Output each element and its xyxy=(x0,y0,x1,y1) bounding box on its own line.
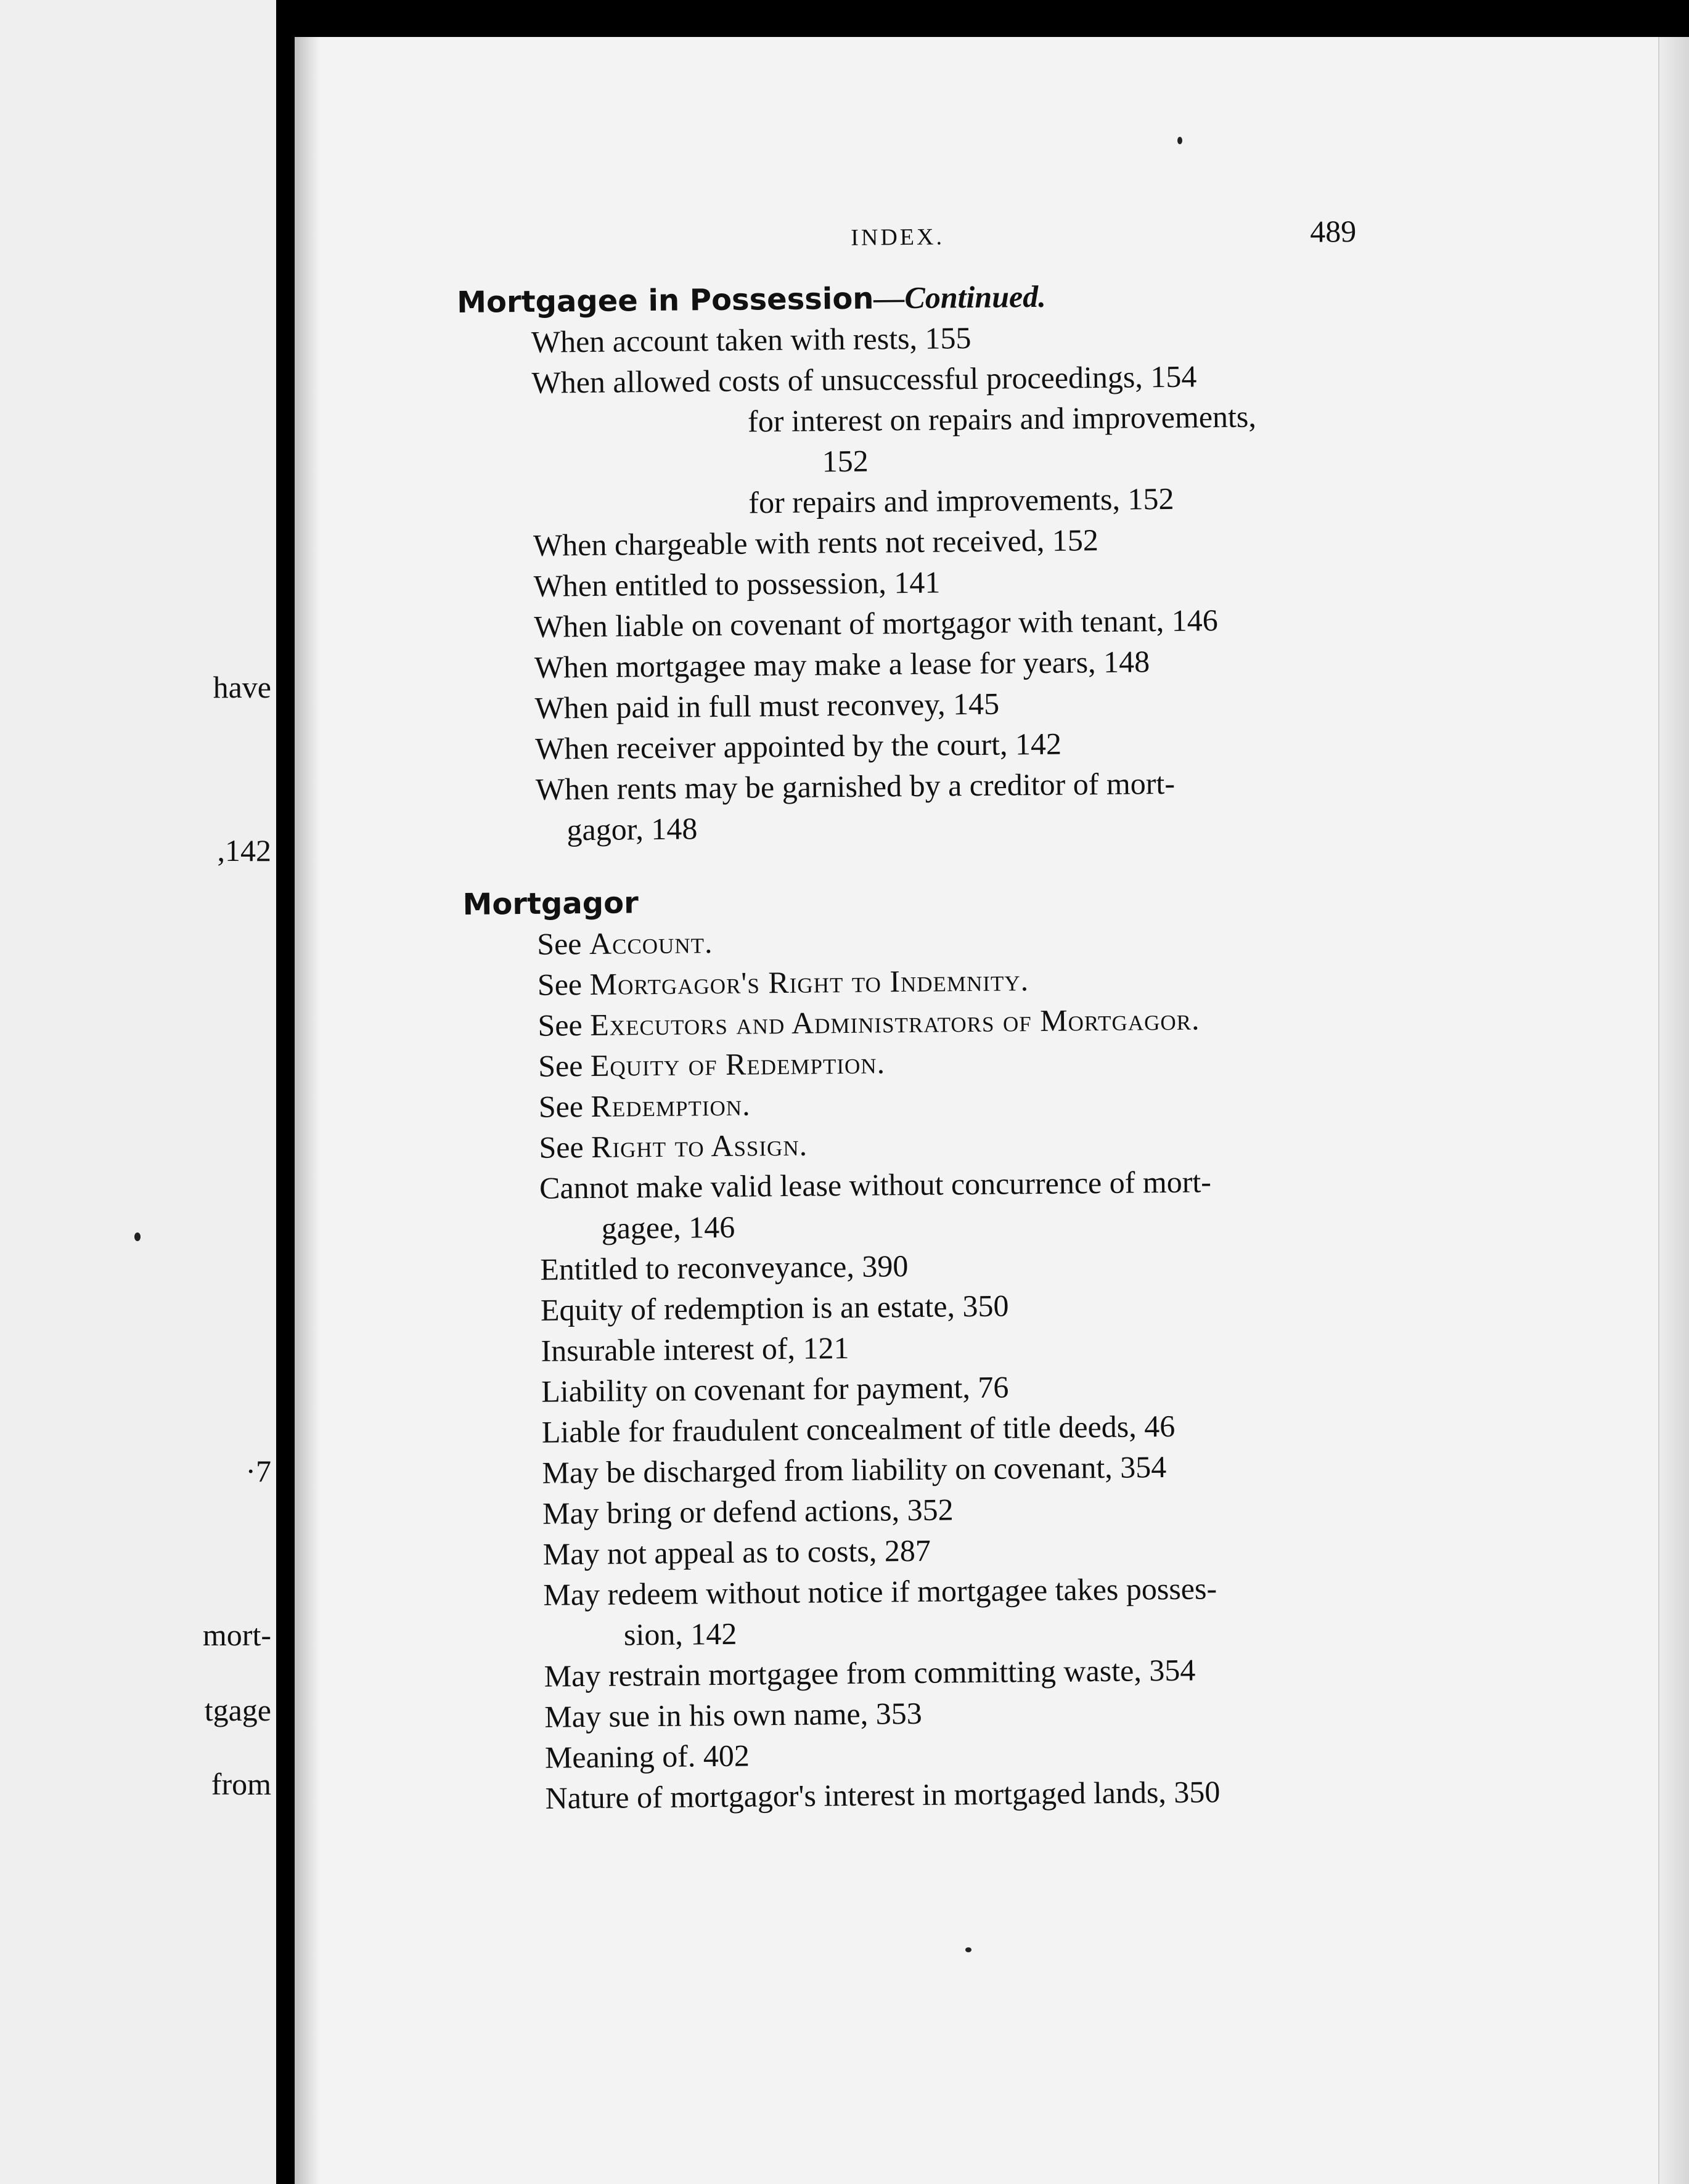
index-entry: May be discharged from liability on covenant, 354 xyxy=(542,1449,1167,1490)
entry-text: for interest on repairs and improvements, xyxy=(747,399,1257,439)
left-fragment: tgage xyxy=(204,1693,271,1727)
index-entry: Nature of mortgagor's interest in mortgaged lands, 350 xyxy=(545,1774,1221,1815)
index-entry: Equity of redemption is an estate, 350 xyxy=(540,1288,1009,1327)
index-entry: May restrain mortgagee from committing waste, 354 xyxy=(544,1652,1196,1693)
index-page-content xyxy=(456,213,1409,1819)
left-page xyxy=(0,0,276,2184)
heading-text: Mortgagor xyxy=(462,886,639,922)
entry-continuation: 152 xyxy=(822,443,869,479)
index-sub-entry: for repairs and improvements, 152 xyxy=(748,481,1174,520)
see-label: See xyxy=(536,926,582,961)
see-target: Redemption. xyxy=(591,1087,751,1123)
page-number: 489 xyxy=(1309,213,1357,249)
see-target: Right to Assign. xyxy=(591,1127,808,1164)
index-entry: May bring or defend actions, 352 xyxy=(542,1492,954,1531)
index-entry: Liable for fraudulent concealment of title deeds, 46 xyxy=(541,1408,1176,1449)
left-fragment: ·7 xyxy=(245,1454,271,1488)
see-label: See xyxy=(538,1008,583,1043)
running-head-title: INDEX. xyxy=(851,224,945,251)
entry-continuation: sion, 142 xyxy=(623,1616,737,1652)
entry-text: When rents may be garnished by a creditor of mort- xyxy=(535,765,1176,807)
running-head xyxy=(456,213,1394,271)
index-entry: When account taken with rests, 155 xyxy=(531,320,971,359)
see-target: Mortgagor's Right to Indemnity. xyxy=(589,963,1029,1001)
entry-text: Cannot make valid lease without concurrence of mort- xyxy=(539,1164,1212,1205)
index-entry: Insurable interest of, 121 xyxy=(541,1330,849,1368)
entry-text: May redeem without notice if mortgagee takes posses- xyxy=(543,1571,1217,1612)
page-edge xyxy=(1658,37,1689,2184)
left-fragment: have xyxy=(213,670,271,704)
index-entry: May not appeal as to costs, 287 xyxy=(542,1533,931,1571)
index-entry: Liability on covenant for payment, 76 xyxy=(541,1369,1009,1409)
left-fragment: mort- xyxy=(202,1618,271,1652)
index-entry: Meaning of. 402 xyxy=(544,1738,750,1775)
see-label: See xyxy=(539,1130,584,1165)
index-entry: When chargeable with rents not received, 152 xyxy=(533,523,1099,563)
see-target: Equity of Redemption. xyxy=(590,1045,886,1083)
left-fragment: ,142 xyxy=(217,833,271,868)
see-label: See xyxy=(538,1089,584,1124)
see-label: See xyxy=(538,1048,583,1083)
index-entry: Entitled to reconveyance, 390 xyxy=(540,1249,909,1287)
index-entry: When paid in full must reconvey, 145 xyxy=(534,686,1000,725)
left-fragment: from xyxy=(211,1767,271,1801)
index-sub-entry xyxy=(458,394,1396,485)
entry-continuation: gagee, 146 xyxy=(601,1209,735,1245)
see-target: Account. xyxy=(589,925,713,961)
gutter-shadow xyxy=(295,37,319,2184)
see-label: See xyxy=(537,967,583,1002)
see-target: Executors and Administrators of Mortgagor. xyxy=(589,1001,1200,1042)
heading-text: Mortgagee in Possession xyxy=(456,281,874,320)
speck xyxy=(1177,137,1182,144)
index-entry xyxy=(469,1566,1407,1656)
continued-label: —Continued. xyxy=(873,279,1046,316)
index-entry: When receiver appointed by the court, 142 xyxy=(534,726,1062,766)
index-entry: When liable on covenant of mortgagor with tenant, 146 xyxy=(534,603,1218,644)
index-entry xyxy=(462,760,1399,851)
index-entry: When mortgagee may make a lease for years, 148 xyxy=(534,644,1150,685)
index-entry: May sue in his own name, 353 xyxy=(544,1695,922,1734)
index-entry: When entitled to possession, 141 xyxy=(533,564,941,603)
index-entry: When allowed costs of unsuccessful proceedings, 154 xyxy=(531,359,1197,400)
speck xyxy=(965,1947,971,1952)
speck xyxy=(134,1233,141,1241)
entry-continuation: gagor, 148 xyxy=(566,811,698,847)
index-entry xyxy=(465,1159,1403,1250)
